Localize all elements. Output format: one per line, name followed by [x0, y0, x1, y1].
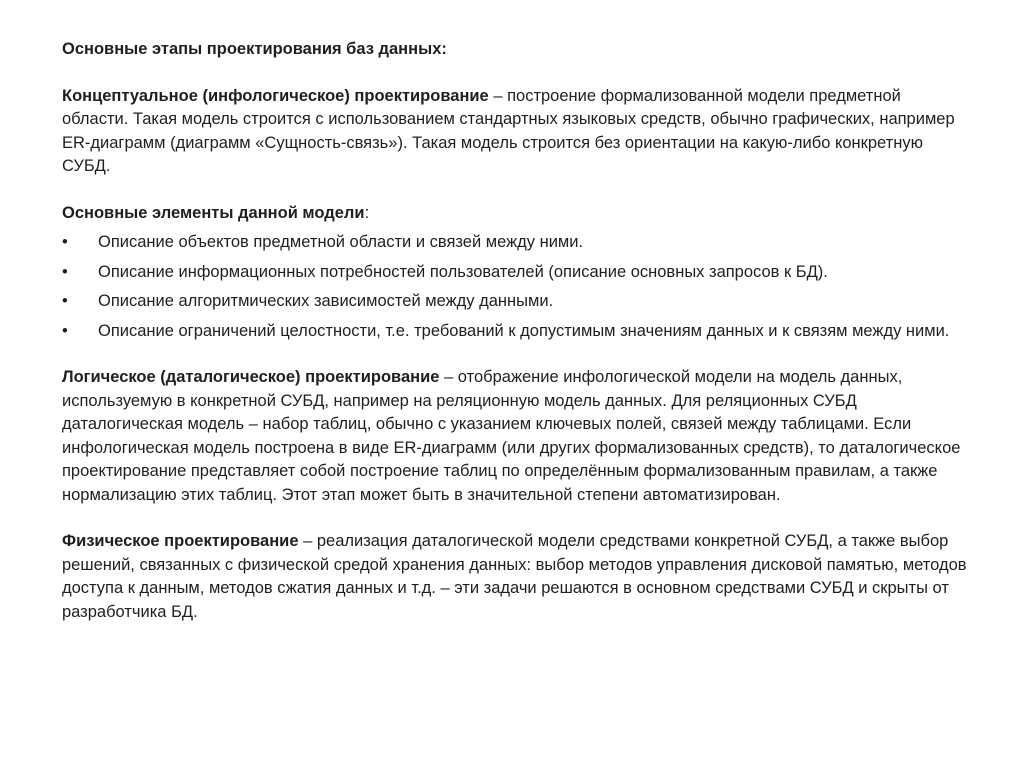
conceptual-term: Концептуальное (инфологическое) проектирование: [62, 86, 489, 105]
bullet-icon: •: [62, 262, 68, 281]
list-item: [62, 261, 968, 285]
bullet-icon: •: [62, 292, 68, 310]
logical-paragraph: [62, 366, 968, 507]
elements-title: Основные элементы данной модели: [62, 203, 365, 222]
physical-term: Физическое проектирование: [62, 532, 299, 550]
list-item-text: Описание объектов предметной области и связей между ними.: [98, 233, 584, 251]
list-item: [62, 231, 968, 255]
list-item-text: Описание ограничений целостности, т.е. требований к допустимым значениям данных и к связям между ними.: [98, 321, 950, 340]
conceptual-paragraph: [62, 85, 968, 179]
slide-heading: Основные этапы проектирования баз данных:: [62, 40, 447, 58]
conceptual-text: – построение формализованной модели предметной области. Такая модель строится с использованием стандартных языковых средств, обычно графических, например ER-диаграмм (диаграмм «Сущность-связь»). Такая модель строится без ориентации на какую-либо конкретную СУБД.: [62, 86, 955, 175]
elements-heading: [62, 202, 968, 226]
bullet-icon: •: [62, 233, 68, 251]
list-item-text: Описание алгоритмических зависимостей между данными.: [98, 292, 554, 310]
elements-list: [62, 231, 968, 343]
list-item: [62, 290, 968, 314]
physical-paragraph: [62, 530, 968, 624]
list-item: [62, 320, 968, 344]
bullet-icon: •: [62, 321, 68, 340]
physical-text: – реализация даталогической модели средствами конкретной СУБД, а также выбор решений, связанных с физической средой хранения данных: выбор методов управления дисковой памятью, методов доступа к данным, методов сжатия данных и т.д. – эти задачи решаются в основном средствами СУБД и скрыты от разработчика БД.: [62, 532, 967, 621]
slide-content: [62, 38, 968, 647]
elements-colon: :: [364, 203, 370, 222]
logical-term: Логическое (даталогическое) проектирование: [62, 368, 440, 386]
list-item-text: Описание информационных потребностей пользователей (описание основных запросов к БД).: [98, 262, 828, 281]
logical-text: – отображение инфологической модели на модель данных, используемую в конкретной СУБД, например на реляционную модель данных. Для реляционных СУБД даталогическая модель – набор таблиц, обычно с указанием ключевых полей, связей между таблицами. Если инфологическая модель построена в виде ER-диаграмм (или других формализованных средств), то даталогическое проектирование представляет собой построение таблиц по определённым формализованным правилам, а также нормализацию этих таблиц. Этот этап может быть в значительной степени автоматизирован.: [62, 368, 961, 504]
